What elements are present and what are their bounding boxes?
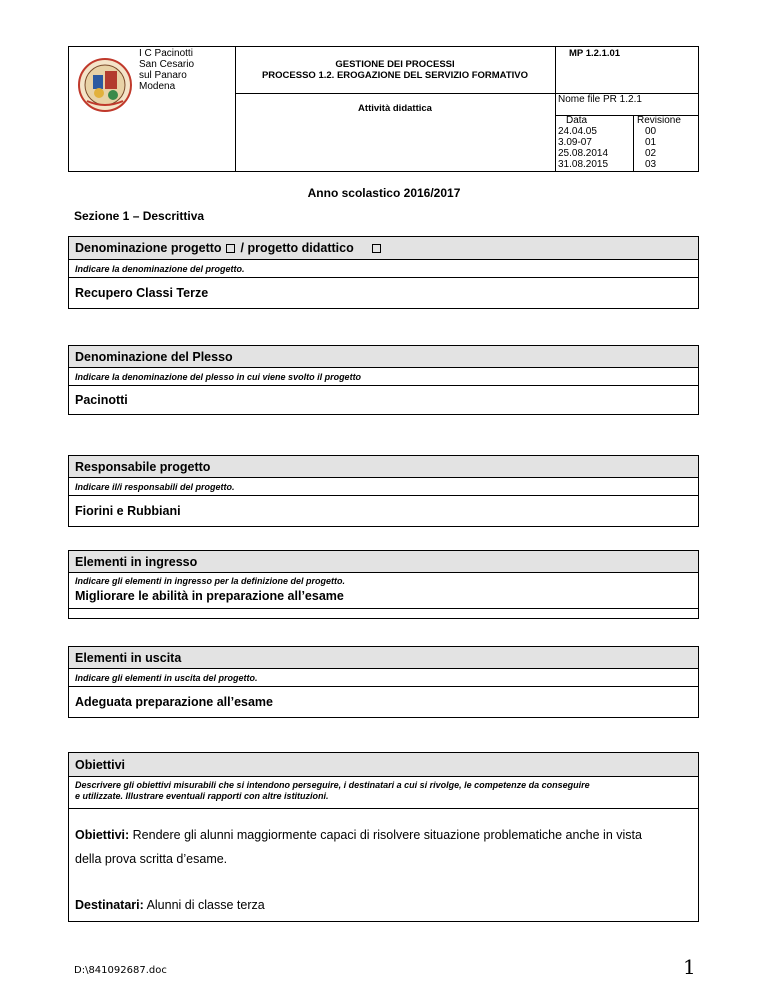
revision-date: 25.08.2014 — [558, 148, 609, 159]
objectives-hint-line: e utilizzate. Illustrare eventuali rapporti con altre istituzioni. — [75, 791, 329, 801]
block-hint — [69, 777, 698, 809]
objectives-line: della prova scritta d’esame. — [75, 852, 228, 866]
block-heading: Obiettivi — [69, 753, 698, 777]
plesso-value: Pacinotti — [75, 393, 128, 407]
header-divider — [555, 47, 556, 171]
header-table — [68, 46, 699, 172]
revision-number: 00 — [645, 126, 657, 137]
project-name-value: Recupero Classi Terze — [75, 286, 209, 300]
file-name: Nome file PR 1.2.1 — [558, 94, 642, 105]
block-hint: Indicare la denominazione del progetto. — [69, 260, 698, 278]
block-heading: Elementi in ingresso — [69, 551, 698, 573]
file-path: D:\841092687.doc — [74, 965, 167, 976]
document-code: MP 1.2.1.01 — [569, 48, 621, 59]
project-checkbox[interactable] — [226, 244, 235, 253]
objectives-label: Obiettivi: — [75, 828, 130, 842]
date-column-label: Data — [566, 115, 588, 126]
block-heading: Elementi in uscita — [69, 647, 698, 669]
recipients-text: Alunni di classe terza — [143, 898, 265, 912]
block-heading: Denominazione del Plesso — [69, 346, 698, 368]
input-elements-block — [68, 550, 699, 619]
plesso-block — [68, 345, 699, 415]
revision-number: 02 — [645, 148, 657, 159]
revision-number: 01 — [645, 137, 657, 148]
block-hint: Indicare gli elementi in uscita del progetto. — [69, 669, 698, 687]
recipients-label: Destinatari: — [75, 898, 144, 912]
revision-number: 03 — [645, 159, 657, 170]
objectives-block — [68, 752, 699, 922]
input-elements-value: Migliorare le abilità in preparazione all’esame — [69, 589, 698, 609]
responsible-value: Fiorini e Rubbiani — [75, 504, 181, 518]
school-year-title: Anno scolastico 2016/2017 — [307, 186, 461, 200]
output-elements-block — [68, 646, 699, 718]
school-logo — [77, 57, 133, 113]
revision-column-label: Revisione — [637, 115, 681, 126]
school-name-line: San Cesario — [139, 59, 195, 70]
block-hint: Indicare il/i responsabili del progetto. — [69, 478, 698, 496]
school-name-line: Modena — [139, 81, 176, 92]
section-title: Sezione 1 – Descrittiva — [74, 209, 205, 223]
school-name-line: sul Panaro — [139, 70, 187, 81]
recipients-line — [75, 893, 692, 917]
objectives-text: Rendere gli alunni maggiormente capaci di risolvere situazione problematiche anche in vista — [129, 828, 642, 842]
project-heading-label: Denominazione progetto — [75, 241, 222, 255]
objectives-line — [75, 823, 692, 847]
activity-label: Attività didattica — [358, 103, 432, 114]
project-name-block — [68, 236, 699, 309]
page-number: 1 — [683, 955, 696, 979]
header-divider — [633, 115, 634, 171]
objectives-body — [69, 809, 698, 917]
output-elements-value: Adeguata preparazione all’esame — [75, 695, 273, 709]
block-heading: Responsabile progetto — [69, 456, 698, 478]
revision-date: 24.04.05 — [558, 126, 597, 137]
block-hint: Indicare la denominazione del plesso in cui viene svolto il progetto — [69, 368, 698, 386]
revision-date: 3.09-07 — [558, 137, 592, 148]
process-title: GESTIONE DEI PROCESSI — [335, 59, 455, 70]
block-heading — [69, 237, 698, 260]
school-name-line: I C Pacinotti — [139, 48, 193, 59]
didactic-project-heading-label: / progetto didattico — [240, 241, 354, 255]
process-subtitle: PROCESSO 1.2. EROGAZIONE DEL SERVIZIO FORMATIVO — [261, 70, 529, 81]
didactic-project-checkbox[interactable] — [372, 244, 381, 253]
revision-date: 31.08.2015 — [558, 159, 609, 170]
objectives-hint-line: Descrivere gli obiettivi misurabili che si intendono perseguire, i destinatari a cui si rivolge, le competenze da conseguire — [75, 780, 590, 790]
block-hint: Indicare gli elementi in ingresso per la definizione del progetto. — [75, 576, 346, 586]
responsible-block — [68, 455, 699, 527]
